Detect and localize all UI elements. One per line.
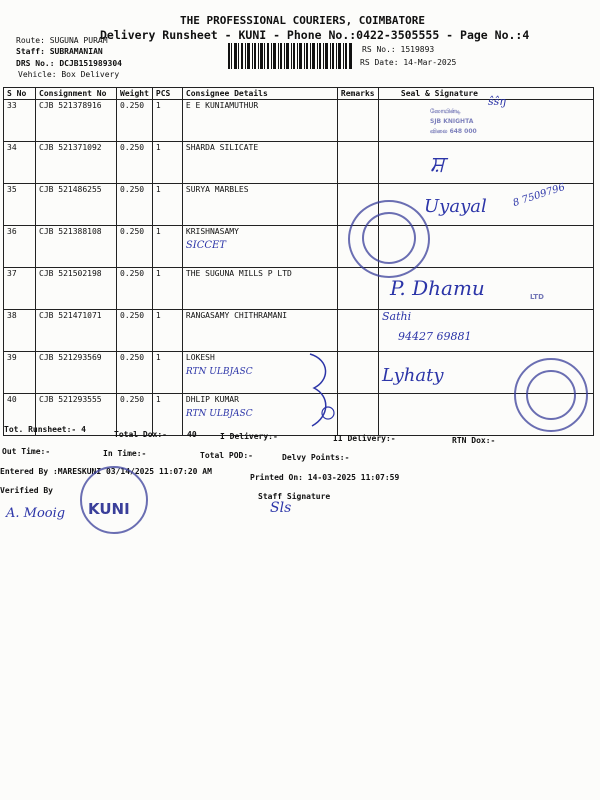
weight-cell: 0.250 bbox=[117, 268, 153, 310]
sno-cell: 35 bbox=[4, 184, 36, 226]
consignment-cell: CJB 521371092 bbox=[36, 142, 117, 184]
handwritten-note: RTN ULBJASC bbox=[185, 409, 253, 419]
pcs-cell: 1 bbox=[152, 352, 182, 394]
total-pod: Total POD:- bbox=[200, 451, 253, 460]
remarks-cell bbox=[337, 100, 378, 142]
table-row bbox=[4, 310, 594, 352]
pcs-cell: 1 bbox=[152, 184, 182, 226]
consignment-cell: CJB 521486255 bbox=[36, 184, 117, 226]
signature-row33: ŝŝŋ bbox=[488, 95, 507, 108]
handwritten-note: RTN ULBJASC bbox=[185, 367, 253, 377]
sno-cell: 36 bbox=[4, 226, 36, 268]
signature-row36: Uyayal bbox=[424, 196, 487, 217]
ii-delivery: II Delivery:- bbox=[333, 434, 396, 443]
pcs-cell: 1 bbox=[152, 268, 182, 310]
column-header: Consignee Details bbox=[182, 88, 337, 100]
sno-cell: 39 bbox=[4, 352, 36, 394]
i-delivery: I Delivery:- bbox=[220, 432, 278, 441]
consignee-cell bbox=[182, 268, 337, 310]
weight-cell: 0.250 bbox=[117, 394, 153, 436]
total-dox-value: 40 bbox=[187, 430, 197, 439]
drs-number: DRS No.: DCJB151989304 bbox=[16, 59, 122, 68]
weight-cell: 0.250 bbox=[117, 352, 153, 394]
weight-cell: 0.250 bbox=[117, 184, 153, 226]
column-header: S No bbox=[4, 88, 36, 100]
rs-date: RS Date: 14-Mar-2025 bbox=[360, 58, 457, 67]
sno-cell: 40 bbox=[4, 394, 36, 436]
column-header: PCS bbox=[152, 88, 182, 100]
consignee-name: KRISHNASAMY bbox=[185, 227, 239, 236]
company-name: THE PROFESSIONAL COURIERS, COIMBATORE bbox=[180, 14, 426, 27]
weight-cell: 0.250 bbox=[117, 100, 153, 142]
stamp-line: விலை 648 000 bbox=[430, 128, 477, 135]
phone-row38: 94427 69881 bbox=[398, 330, 472, 343]
company-seal-inner-ring bbox=[362, 212, 416, 264]
company-seal-inner-ring-2 bbox=[526, 370, 576, 420]
weight-cell: 0.250 bbox=[117, 226, 153, 268]
consignment-cell: CJB 521471071 bbox=[36, 310, 117, 352]
sno-cell: 38 bbox=[4, 310, 36, 352]
sno-cell: 37 bbox=[4, 268, 36, 310]
pcs-cell: 1 bbox=[152, 100, 182, 142]
staff: Staff: SUBRAMANIAN bbox=[16, 47, 103, 56]
stamp-row33 bbox=[430, 107, 477, 137]
signature-cell bbox=[378, 100, 593, 142]
sno-cell: 33 bbox=[4, 100, 36, 142]
weight-cell: 0.250 bbox=[117, 310, 153, 352]
remarks-cell bbox=[337, 352, 378, 394]
delvy-points: Delvy Points:- bbox=[282, 453, 350, 462]
sno-cell: 34 bbox=[4, 142, 36, 184]
staff-signature-label: Staff Signature bbox=[258, 492, 331, 501]
consignee-cell bbox=[182, 310, 337, 352]
phone-row36: 8 7509796 bbox=[511, 181, 567, 210]
stamp-line: ஸோயின்டி bbox=[430, 108, 461, 115]
pcs-cell: 1 bbox=[152, 226, 182, 268]
consignee-name: SHARDA SILICATE bbox=[185, 143, 259, 152]
tot-runsheet: Tot. Runsheet:- 4 bbox=[4, 425, 86, 434]
consignment-cell: CJB 521293569 bbox=[36, 352, 117, 394]
table-row bbox=[4, 352, 594, 394]
remarks-cell bbox=[337, 394, 378, 436]
weight-cell: 0.250 bbox=[117, 142, 153, 184]
printed-on: Printed On: 14-03-2025 11:07:59 bbox=[250, 473, 400, 482]
pcs-cell: 1 bbox=[152, 394, 182, 436]
signature-cell bbox=[378, 142, 593, 184]
table-row bbox=[4, 268, 594, 310]
table-row bbox=[4, 184, 594, 226]
entered-by: Entered By :MARESKUNI 03/14/2025 11:07:20 AM bbox=[0, 467, 212, 476]
runsheet-title: Delivery Runsheet - KUNI - Phone No.:0422-3505555 - Page No.:4 bbox=[100, 28, 530, 42]
route: Route: SUGUNA PURAM bbox=[16, 36, 108, 45]
consignee-name: DHLIP KUMAR bbox=[185, 395, 239, 404]
handwritten-note: SICCET bbox=[185, 240, 226, 251]
signature-row38: Sathi bbox=[382, 310, 412, 323]
verified-by: Verified By bbox=[0, 486, 53, 495]
pcs-cell: 1 bbox=[152, 310, 182, 352]
rs-number: RS No.: 1519893 bbox=[362, 45, 435, 54]
consignee-cell bbox=[182, 100, 337, 142]
kuni-stamp-text: KUNI bbox=[88, 500, 130, 518]
verified-signature: A. Mooig bbox=[6, 506, 66, 521]
table-row bbox=[4, 226, 594, 268]
pcs-cell: 1 bbox=[152, 142, 182, 184]
total-dox-label: Total Dox:- bbox=[114, 430, 167, 439]
remarks-cell bbox=[337, 142, 378, 184]
vehicle: Vehicle: Box Delivery bbox=[18, 70, 120, 79]
stamp-line: SJB KNIGHTA bbox=[430, 118, 474, 125]
in-time: In Time:- bbox=[103, 449, 147, 458]
column-header: Weight bbox=[117, 88, 153, 100]
consignee-cell bbox=[182, 226, 337, 268]
consignment-cell: CJB 521502198 bbox=[36, 268, 117, 310]
signature-row35: ਸ਼ bbox=[430, 152, 445, 177]
consignment-cell: CJB 521388108 bbox=[36, 226, 117, 268]
table-row bbox=[4, 142, 594, 184]
signature-row39: Lyhaty bbox=[382, 365, 444, 386]
column-header: Seal & Signature bbox=[378, 88, 593, 100]
consignee-name: E E KUNIAMUTHUR bbox=[185, 101, 259, 110]
consignment-cell: CJB 521378916 bbox=[36, 100, 117, 142]
brace-mark bbox=[300, 350, 340, 430]
stamp-ltd: LTD bbox=[530, 293, 544, 301]
consignee-name: RANGASAMY CHITHRAMANI bbox=[185, 311, 288, 320]
out-time: Out Time:- bbox=[2, 447, 51, 456]
consignee-cell bbox=[182, 184, 337, 226]
table-row bbox=[4, 394, 594, 436]
consignee-cell bbox=[182, 142, 337, 184]
staff-signature: Sls bbox=[270, 500, 292, 516]
consignment-cell: CJB 521293555 bbox=[36, 394, 117, 436]
consignee-name: SURYA MARBLES bbox=[185, 185, 249, 194]
rtn-dox: RTN Dox:- bbox=[452, 436, 496, 445]
consignee-name: THE SUGUNA MILLS P LTD bbox=[185, 269, 292, 278]
remarks-cell bbox=[337, 310, 378, 352]
column-header: Consignment No bbox=[36, 88, 117, 100]
consignee-name: LOKESH bbox=[185, 353, 215, 362]
column-header: Remarks bbox=[337, 88, 378, 100]
barcode bbox=[228, 43, 352, 69]
signature-row37: P. Dhamu bbox=[390, 276, 485, 300]
runsheet-table bbox=[3, 87, 594, 436]
